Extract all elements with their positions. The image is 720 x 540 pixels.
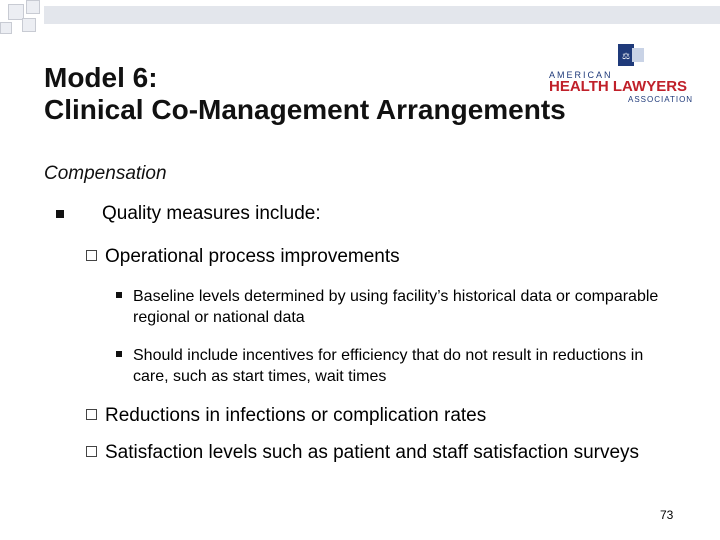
bullet-text: Quality measures include: <box>102 203 321 224</box>
header-decoration <box>0 0 720 40</box>
svg-text:⚖: ⚖ <box>621 51 631 61</box>
bullet-text: Reductions in infections or complication rates <box>105 405 487 426</box>
scales-logo-icon <box>614 42 646 70</box>
logo-text-association: ASSOCIATION <box>628 95 694 104</box>
deco-square <box>0 22 12 34</box>
square-bullet-icon <box>116 292 122 298</box>
deco-square <box>22 18 36 32</box>
hollow-square-bullet-icon <box>86 250 97 261</box>
section-heading: Compensation <box>44 163 167 184</box>
aha-logo <box>540 40 694 108</box>
page-number: 73 <box>660 508 674 522</box>
bullet-text: Operational process improvements <box>105 246 400 267</box>
title-line-1: Model 6: <box>44 62 158 93</box>
deco-square <box>26 0 40 14</box>
bullet-text: Baseline levels determined by using facility’s historical data or comparable regional or national data <box>133 288 659 326</box>
square-bullet-icon <box>56 210 64 218</box>
hollow-square-bullet-icon <box>86 446 97 457</box>
hollow-square-bullet-icon <box>86 409 97 420</box>
bullet-text: Should include incentives for efficiency that do not result in reductions in care, such as start times, wait times <box>133 347 644 385</box>
logo-text-american: AMERICAN <box>549 70 613 80</box>
header-bar <box>44 6 720 24</box>
bullet-text: Satisfaction levels such as patient and staff satisfaction surveys <box>105 442 640 463</box>
title-line-2: Clinical Co-Management Arrangements <box>44 94 566 125</box>
square-bullet-icon <box>116 351 122 357</box>
logo-text-health-lawyers: HEALTH LAWYERS <box>549 78 688 95</box>
